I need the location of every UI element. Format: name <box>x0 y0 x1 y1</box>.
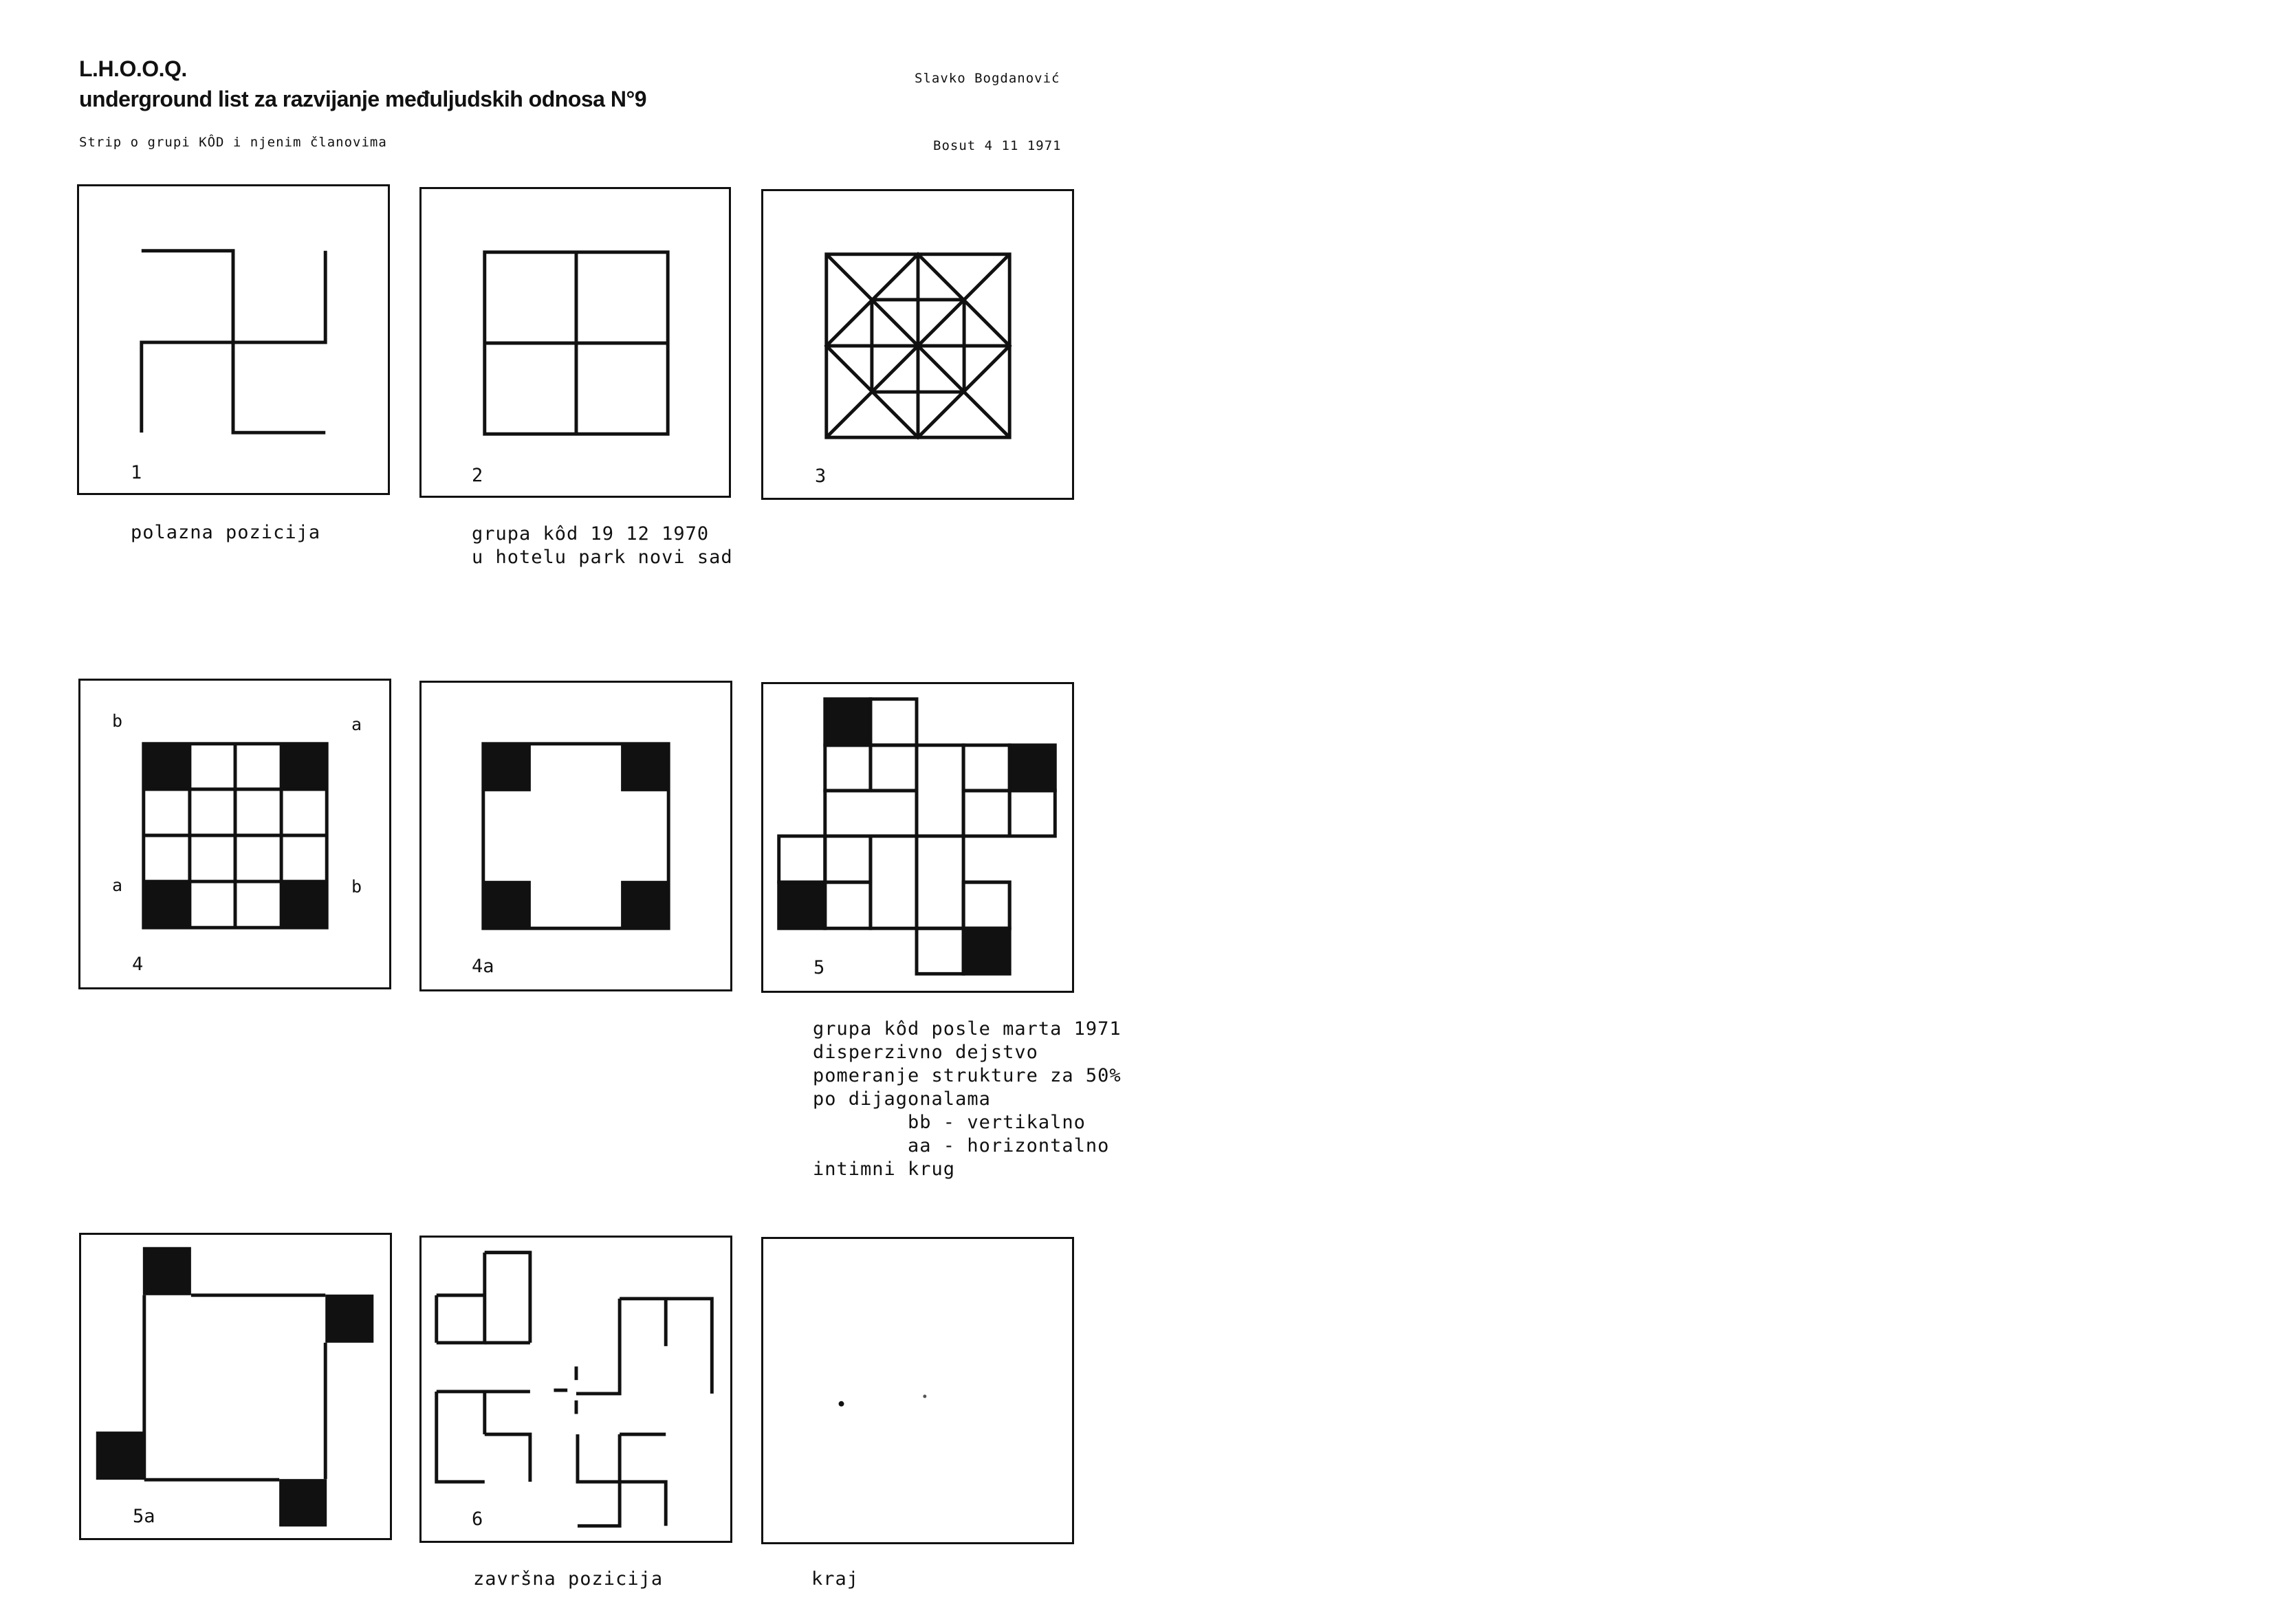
panel-5 <box>761 682 1074 993</box>
corner-label-top-right: a <box>351 714 362 734</box>
caption-panel-5-line-2: disperzivno dejstvo <box>813 1042 1038 1063</box>
journal-title: L.H.O.O.Q. <box>79 56 187 81</box>
caption-panel-5-line-7: intimni krug <box>813 1159 956 1180</box>
panel-number: 3 <box>815 465 827 487</box>
caption-panel-6: završna pozicija <box>473 1568 664 1590</box>
author-name: Slavko Bogdanović <box>915 71 1060 86</box>
panel-6 <box>419 1236 732 1543</box>
lattice-figure <box>763 191 1072 498</box>
grid-figure <box>80 681 389 987</box>
panel-number: 6 <box>472 1508 483 1530</box>
journal-subtitle: underground list za razvijanje međuljudskih odnosa N°9 <box>79 87 647 111</box>
strip-description: Strip o grupi KÔD i njenim članovima <box>79 135 387 150</box>
panel-number: 2 <box>472 465 483 486</box>
panel-number: 1 <box>131 462 142 483</box>
caption-end: kraj <box>811 1568 860 1590</box>
panel-4a <box>419 681 732 991</box>
panel-end-empty <box>761 1237 1074 1544</box>
caption-panel-5-line-1: grupa kôd posle marta 1971 <box>813 1018 1122 1040</box>
dispersed-structure-figure <box>763 684 1072 991</box>
panel-4 <box>78 679 391 989</box>
corner-label-bottom-right: b <box>351 877 362 897</box>
caption-panel-1: polazna pozicija <box>131 522 321 543</box>
place-date: Bosut 4 11 1971 <box>933 138 1062 153</box>
panel-5a <box>79 1233 392 1540</box>
caption-panel-5-line-3: pomeranje strukture za 50% <box>813 1065 1122 1086</box>
quartered-square-figure <box>422 189 729 496</box>
four-swastikas-figure <box>422 1238 730 1541</box>
caption-panel-5-line-4: po dijagonalama <box>813 1088 991 1110</box>
panel-3 <box>761 189 1074 500</box>
panel-number: 4 <box>132 954 144 975</box>
cornered-square-figure <box>422 683 730 989</box>
panel-number: 5a <box>133 1506 155 1527</box>
corner-label-top-left: b <box>112 711 123 731</box>
caption-panel-2-line-2: u hotelu park novi sad <box>472 547 733 568</box>
end-dots <box>763 1239 1072 1542</box>
caption-panel-5-line-6: aa - horizontalno <box>813 1135 1110 1156</box>
panel-number: 5 <box>813 957 825 978</box>
panel-number: 4a <box>472 956 494 977</box>
shifted-square-figure <box>81 1235 390 1538</box>
caption-panel-2-line-1: grupa kôd 19 12 1970 <box>472 523 710 545</box>
caption-panel-5-line-5: bb - vertikalno <box>813 1112 1086 1133</box>
panel-2 <box>419 187 731 498</box>
swastika-figure <box>79 186 388 493</box>
corner-label-bottom-left: a <box>112 875 123 895</box>
panel-1 <box>77 184 390 495</box>
